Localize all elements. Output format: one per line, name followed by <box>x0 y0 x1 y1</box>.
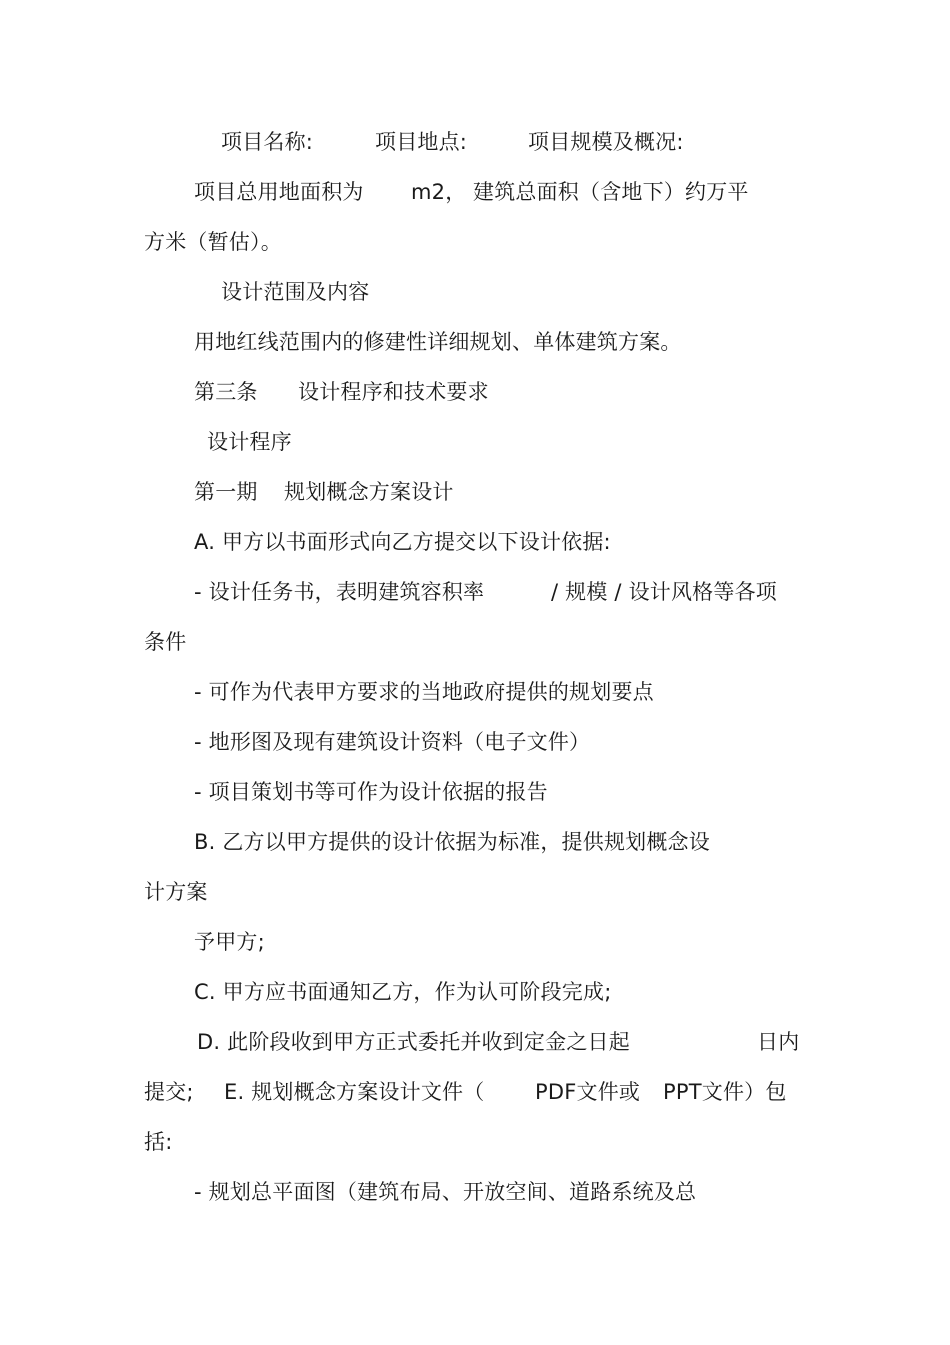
item-e-part2: 括: <box>144 1130 173 1154</box>
article3-number: 第三条 <box>194 380 258 404</box>
area-text-part3: 方米（暂估）。 <box>144 230 282 254</box>
scope-heading: 设计范围及内容 <box>221 280 370 304</box>
bullet-design-brief-part2: / 规模 / 设计风格等各项 <box>551 580 777 604</box>
area-unit: m2， <box>411 180 467 204</box>
item-e-part1: E. 规划概念方案设计文件（ <box>224 1080 485 1104</box>
item-e-pdf: PDF文件或 <box>535 1080 641 1104</box>
item-c: C. 甲方应书面通知乙方，作为认可阶段完成; <box>194 980 612 1004</box>
item-e-ppt: PPT文件）包 <box>663 1080 787 1104</box>
bullet-design-brief-part1: - 设计任务书，表明建筑容积率 <box>194 580 485 604</box>
phase1-number: 第一期 <box>194 480 258 504</box>
item-d-part2: 日内 <box>757 1030 800 1054</box>
project-name-label: 项目名称: <box>221 130 314 154</box>
bullet-planning-points: - 可作为代表甲方要求的当地政府提供的规划要点 <box>194 680 654 704</box>
item-a: A. 甲方以书面形式向乙方提交以下设计依据: <box>194 530 611 554</box>
bullet-design-brief-part3: 条件 <box>144 630 187 654</box>
item-d-part1: D. 此阶段收到甲方正式委托并收到定金之日起 <box>197 1030 630 1054</box>
bullet-master-plan: - 规划总平面图（建筑布局、开放空间、道路系统及总 <box>194 1180 697 1204</box>
scope-text: 用地红线范围内的修建性详细规划、单体建筑方案。 <box>194 330 682 354</box>
project-location-label: 项目地点: <box>375 130 468 154</box>
item-d-part3: 提交; <box>144 1080 194 1104</box>
bullet-planning-report: - 项目策划书等可作为设计依据的报告 <box>194 780 548 804</box>
item-b-part2: 计方案 <box>144 880 208 904</box>
area-text-part2: 建筑总面积（含地下）约万平 <box>473 180 749 204</box>
phase1-title: 规划概念方案设计 <box>284 480 454 504</box>
area-text-part1: 项目总用地面积为 <box>194 180 364 204</box>
item-b-part1: B. 乙方以甲方提供的设计依据为标准，提供规划概念设 <box>194 830 710 854</box>
bullet-topographic-map: - 地形图及现有建筑设计资料（电子文件） <box>194 730 591 754</box>
procedure-heading: 设计程序 <box>207 430 292 454</box>
project-scale-label: 项目规模及概况: <box>528 130 684 154</box>
item-b-part3: 予甲方; <box>194 930 265 954</box>
article3-title: 设计程序和技术要求 <box>298 380 489 404</box>
